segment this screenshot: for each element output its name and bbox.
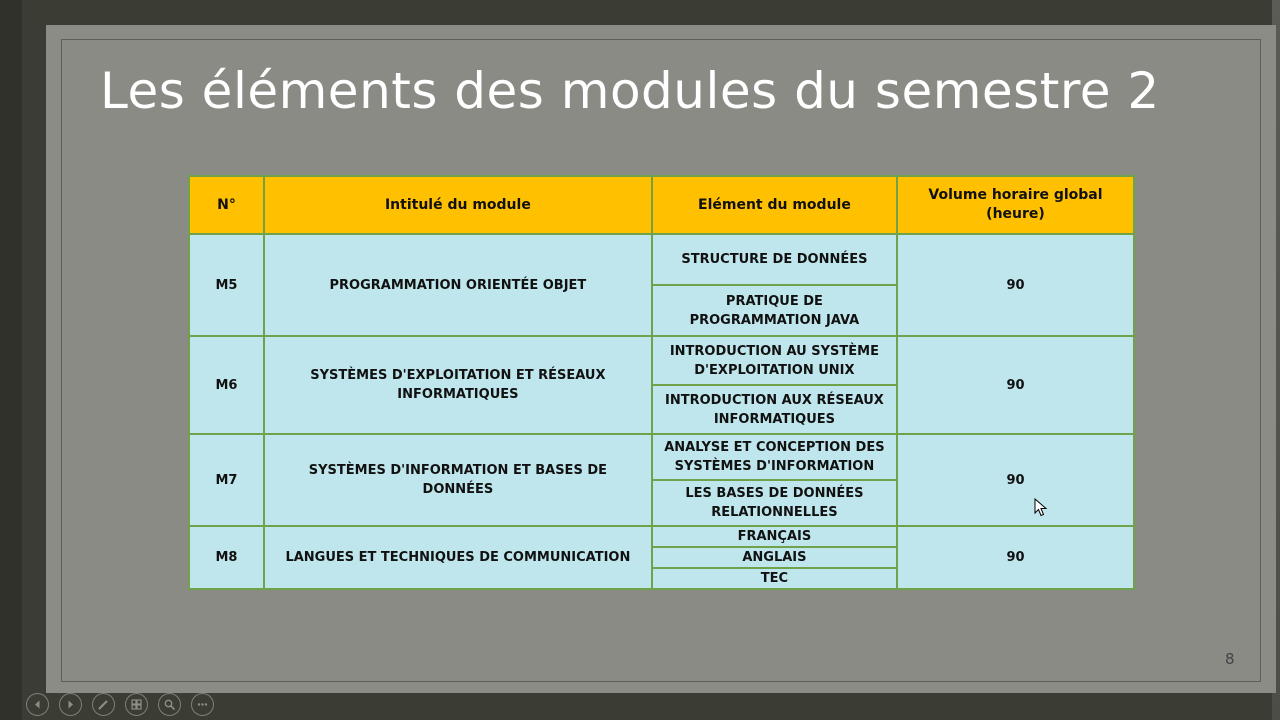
zoom-button[interactable] (158, 693, 181, 716)
more-options-button[interactable] (191, 693, 214, 716)
module-volume: 90 (897, 526, 1134, 589)
module-element: LES BASES DE DONNÉES RELATIONNELLES (652, 480, 897, 526)
module-number: M6 (189, 336, 264, 434)
window-left-edge (0, 0, 22, 720)
module-element: ANALYSE ET CONCEPTION DES SYSTÈMES D'INFORMATION (652, 434, 897, 480)
mouse-cursor-icon (1034, 498, 1048, 518)
module-element: INTRODUCTION AUX RÉSEAUX INFORMATIQUES (652, 385, 897, 434)
module-element: FRANÇAIS (652, 526, 897, 547)
module-element: PRATIQUE DE PROGRAMMATION JAVA (652, 285, 897, 336)
pen-icon (97, 698, 110, 711)
module-volume: 90 (897, 434, 1134, 526)
previous-button[interactable] (26, 693, 49, 716)
table-row (189, 526, 1134, 547)
header-volume: Volume horaire global (heure) (897, 176, 1134, 234)
table-row (189, 434, 1134, 480)
module-number: M7 (189, 434, 264, 526)
table-row (189, 234, 1134, 285)
module-element: TEC (652, 568, 897, 589)
pen-button[interactable] (92, 693, 115, 716)
module-number: M5 (189, 234, 264, 336)
header-module-title: Intitulé du module (264, 176, 652, 234)
header-number: N° (189, 176, 264, 234)
slide (61, 39, 1261, 682)
slideshow-toolbar (26, 690, 214, 718)
zoom-icon (163, 698, 176, 711)
module-volume: 90 (897, 234, 1134, 336)
module-title: PROGRAMMATION ORIENTÉE OBJET (264, 234, 652, 336)
module-title: SYSTÈMES D'EXPLOITATION ET RÉSEAUX INFORMATIQUES (264, 336, 652, 434)
table-header-row (189, 176, 1134, 234)
module-element: ANGLAIS (652, 547, 897, 568)
module-element: INTRODUCTION AU SYSTÈME D'EXPLOITATION UNIX (652, 336, 897, 385)
table-row (189, 336, 1134, 385)
next-icon (64, 698, 77, 711)
modules-table (188, 175, 1135, 590)
slides-icon (130, 698, 143, 711)
module-title: LANGUES ET TECHNIQUES DE COMMUNICATION (264, 526, 652, 589)
module-element: STRUCTURE DE DONNÉES (652, 234, 897, 285)
more-icon (196, 698, 209, 711)
previous-icon (31, 698, 44, 711)
module-title: SYSTÈMES D'INFORMATION ET BASES DE DONNÉES (264, 434, 652, 526)
header-element: Elément du module (652, 176, 897, 234)
slide-page-number: 8 (1225, 650, 1235, 668)
next-button[interactable] (59, 693, 82, 716)
slide-title: Les éléments des modules du semestre 2 (100, 62, 1160, 120)
module-number: M8 (189, 526, 264, 589)
module-volume: 90 (897, 336, 1134, 434)
see-all-slides-button[interactable] (125, 693, 148, 716)
